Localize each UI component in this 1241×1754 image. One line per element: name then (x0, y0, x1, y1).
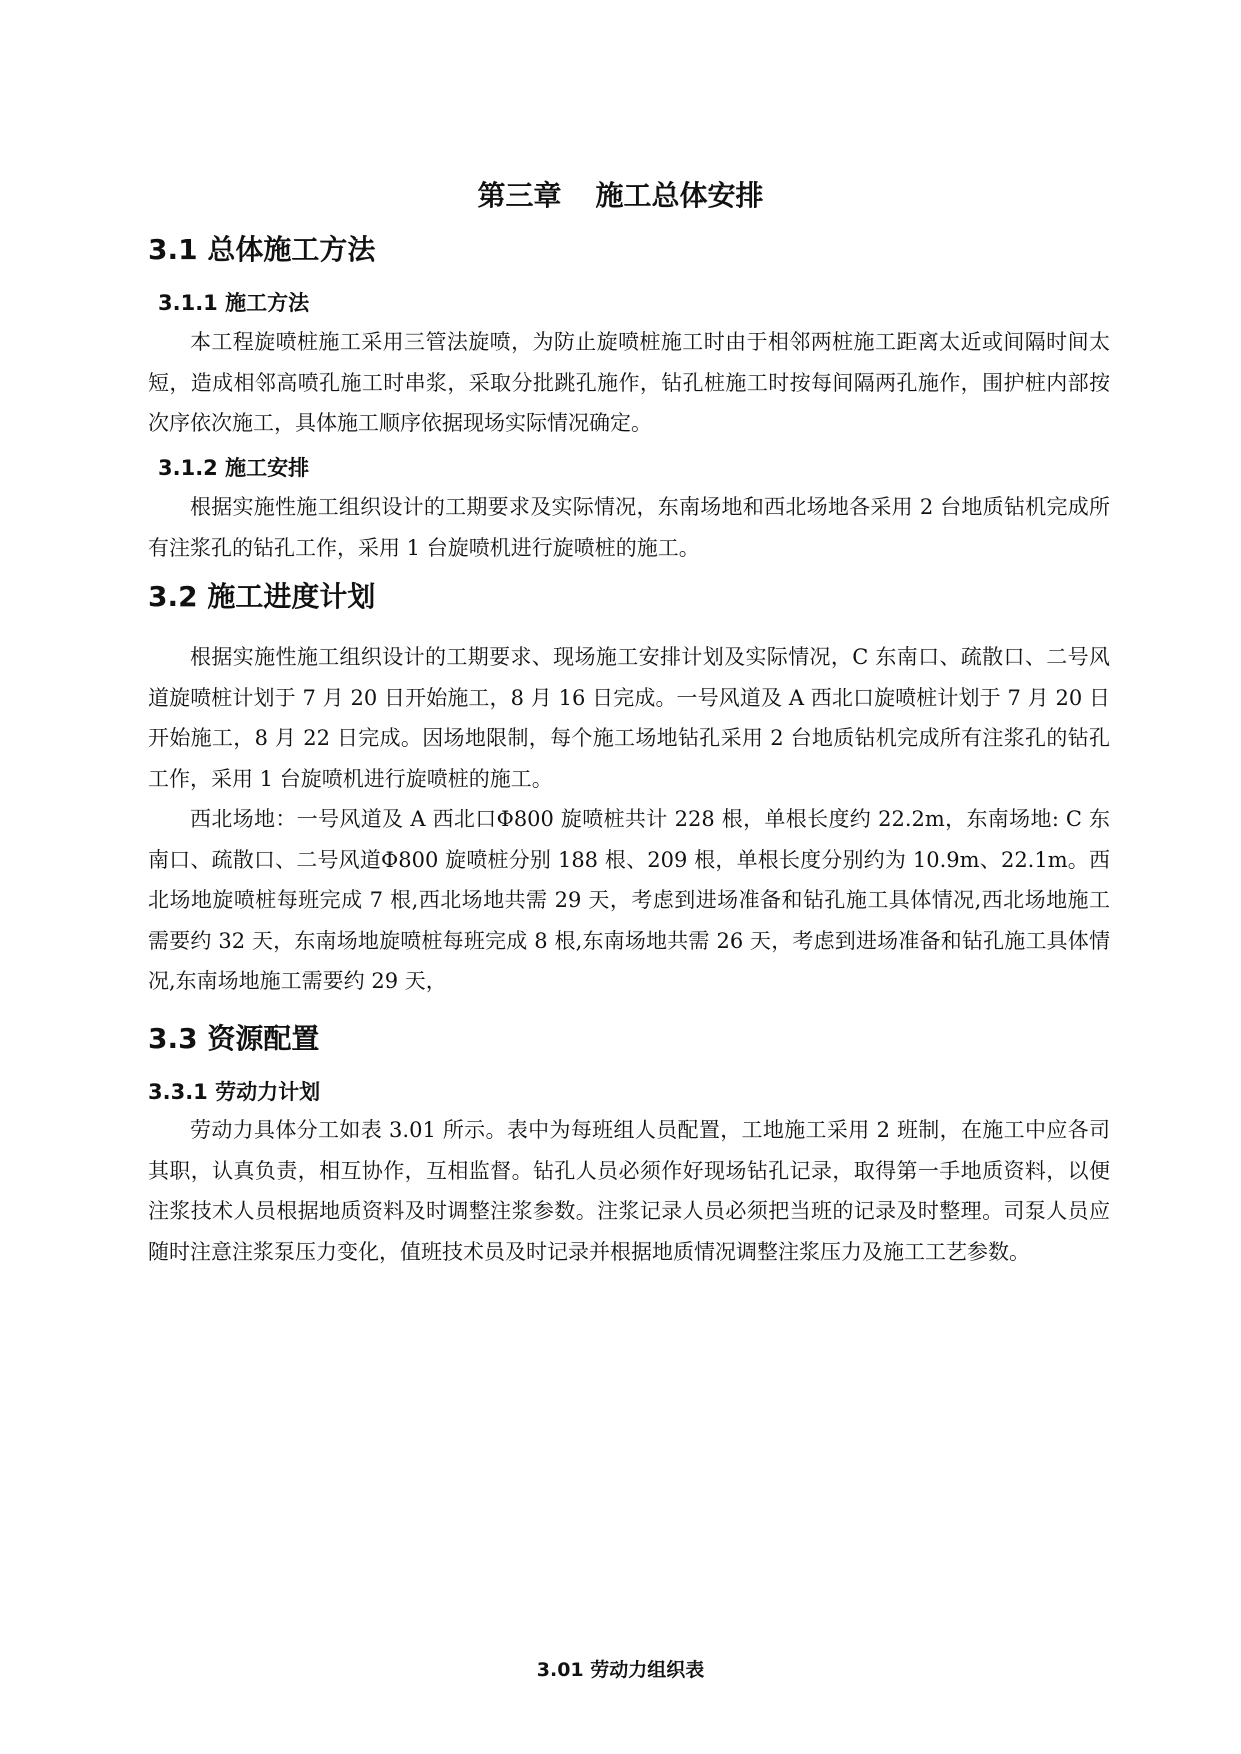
paragraph-site-quantities: 西北场地：一号风道及 A 西北口Φ800 旋喷桩共计 228 根，单根长度约 22.2m，东南场地: C 东南口、疏散口、二号风道Φ800 旋喷桩分别 188 根、209 根，单根长度分别约为 10.9m、22.1m。西北场地旋喷桩每班完成 7 根,西北场地共需 29 天，考虑到进场准备和钻孔施工具体情况,西北场地施工需要约 32 天，东南场地旋喷桩每班完成 8 根,东南场地共需 26 天，考虑到进场准备和钻孔施工具体情况,东南场地施工需要约 29 天， (148, 807, 1110, 993)
paragraph-schedule-plan: 根据实施性施工组织设计的工期要求、现场施工安排计划及实际情况，C 东南口、疏散口、二号风道旋喷桩计划于 7 月 20 日开始施工，8 月 16 日完成。一号风道及 A 西北口旋喷桩计划于 7 月 20 日开始施工，8 月 22 日完成。因场地限制，每个施工场地钻孔采用 2 台地质钻机完成所有注浆孔的钻孔工作，采用 1 台旋喷机进行旋喷桩的施工。 (148, 645, 1110, 791)
section-heading-3-1: 3.1 总体施工方法 (148, 233, 376, 266)
chapter-number: 第三章 (477, 179, 562, 212)
section-heading-3-3: 3.3 资源配置 (148, 1022, 320, 1055)
subsection-heading-3-3-1: 3.3.1 劳动力计划 (148, 1080, 321, 1104)
paragraph-construction-method: 本工程旋喷桩施工采用三管法旋喷，为防止旋喷桩施工时由于相邻两桩施工距离太近或间隔时间太短，造成相邻高喷孔施工时串浆，采取分批跳孔施作，钻孔桩施工时按每间隔两孔施作，围护桩内部按次序依次施工，具体施工顺序依据现场实际情况确定。 (148, 330, 1110, 435)
paragraph-construction-arrangement: 根据实施性施工组织设计的工期要求及实际情况，东南场地和西北场地各采用 2 台地质钻机完成所有注浆孔的钻孔工作，采用 1 台旋喷机进行旋喷桩的施工。 (148, 495, 1110, 560)
chapter-title (0, 178, 1241, 214)
subsection-heading-3-1-1: 3.1.1 施工方法 (158, 291, 310, 315)
chapter-name: 施工总体安排 (595, 179, 764, 212)
table-caption: 3.01 劳动力组织表 (536, 1659, 705, 1681)
section-heading-3-2: 3.2 施工进度计划 (148, 580, 376, 613)
subsection-heading-3-1-2: 3.1.2 施工安排 (158, 456, 310, 480)
paragraph-labor-plan: 劳动力具体分工如表 3.01 所示。表中为每班组人员配置，工地施工采用 2 班制，在施工中应各司其职，认真负责，相互协作，互相监督。钻孔人员必须作好现场钻孔记录，取得第一手地质资料，以便注浆技术人员根据地质资料及时调整注浆参数。注浆记录人员必须把当班的记录及时整理。司泵人员应随时注意注浆泵压力变化，值班技术员及时记录并根据地质情况调整注浆压力及施工工艺参数。 (148, 1118, 1110, 1264)
